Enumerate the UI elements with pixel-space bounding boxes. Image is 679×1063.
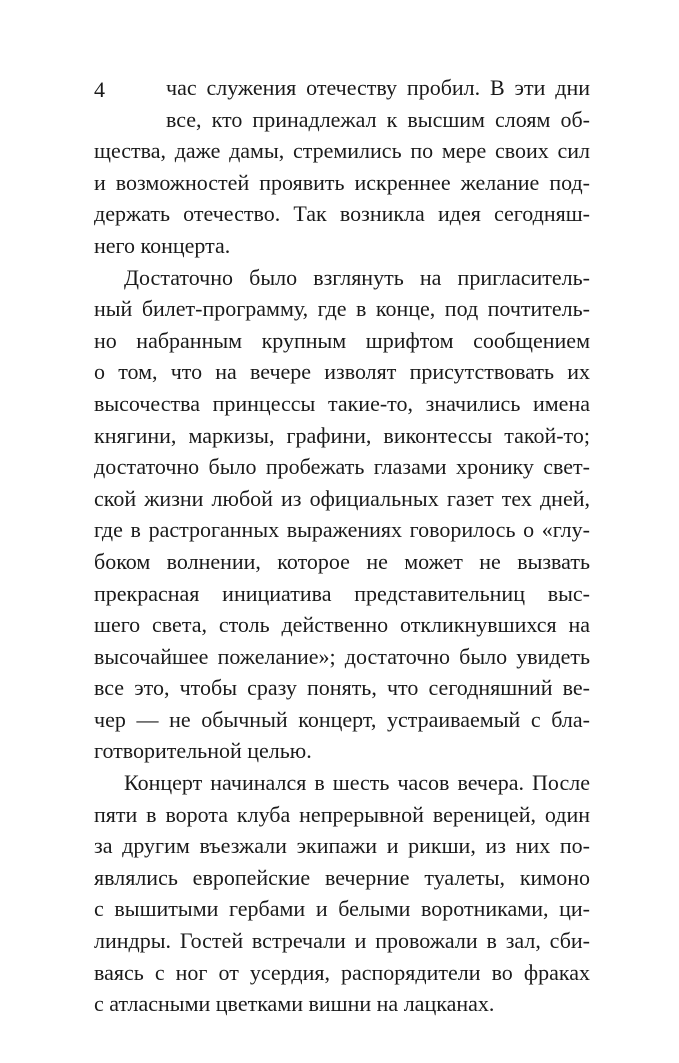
paragraph-2-line-7: достаточно было пробежать глазами хронику свет- — [94, 454, 590, 480]
paragraph-3-line-7: ваясь с ног от усердия, распорядители во фраках — [94, 959, 590, 985]
paragraph-3-line-2: пяти в ворота клуба непрерывной вереницей, один — [94, 801, 590, 827]
paragraph-2-line-8: ской жизни любой из официальных газет тех дней, — [94, 485, 590, 511]
body-text — [94, 72, 590, 1020]
paragraph-2-line-10: боком волнении, которое не может не вызвать — [94, 548, 590, 574]
paragraph-3-line-1: Концерт начинался в шесть часов вечера. После — [124, 770, 590, 796]
paragraph-2-line-11: прекрасная инициатива представительниц выс- — [94, 580, 590, 606]
page-number: 4 — [94, 77, 105, 102]
paragraph-3-line-8: с атласными цветками вишни на лацканах. — [94, 991, 495, 1017]
paragraph-3-line-5: с вышитыми гербами и белыми воротниками, ци- — [94, 896, 590, 922]
paragraph-2-line-9: где в растроганных выражениях говорилось о «глу- — [94, 517, 590, 543]
paragraph-2-line-2: ный билет-программу, где в конце, под почтитель- — [94, 296, 590, 322]
paragraph-3-line-4: являлись европейские вечерние туалеты, кимоно — [94, 864, 590, 890]
paragraph-2-line-4: о том, что на вечере изволят присутствовать их — [94, 359, 590, 385]
paragraph-2-line-3: но набранным крупным шрифтом сообщением — [94, 327, 590, 353]
paragraph-2-line-14: все это, чтобы сразу понять, что сегодняшний ве- — [94, 675, 590, 701]
paragraph-1-line-3: щества, даже дамы, стремились по мере своих сил — [94, 138, 590, 164]
paragraph-3-line-3: за другим въезжали экипажи и рикши, из них по- — [94, 833, 590, 859]
paragraph-2-line-5: высочества принцессы такие-то, значились имена — [94, 390, 590, 416]
paragraph-2-line-13: высочайшее пожелание»; достаточно было увидеть — [94, 643, 590, 669]
paragraph-2-line-16: готворительной целью. — [94, 738, 312, 764]
paragraph-3-line-6: линдры. Гостей встречали и провожали в зал, сби- — [94, 928, 590, 954]
paragraph-2-line-1: Достаточно было взглянуть на пригласитель- — [124, 264, 590, 290]
paragraph-1-line-6: него концерта. — [94, 232, 231, 258]
paragraph-1-line-5: держать отечество. Так возникла идея сегодняш- — [94, 201, 590, 227]
paragraph-1-line-1: час служения отечеству пробил. В эти дни — [166, 75, 590, 100]
paragraph-1-line-4: и возможностей проявить искреннее желание под- — [94, 169, 590, 195]
paragraph-1-line-2: все, кто принадлежал к высшим слоям об- — [166, 106, 590, 132]
paragraph-2-line-12: шего света, столь действенно откликнувшихся на — [94, 612, 590, 638]
paragraph-2-line-6: княгини, маркизы, графини, виконтессы такой-то; — [94, 422, 590, 448]
paragraph-2-line-15: чер — не обычный концерт, устраиваемый с бла- — [94, 706, 590, 732]
